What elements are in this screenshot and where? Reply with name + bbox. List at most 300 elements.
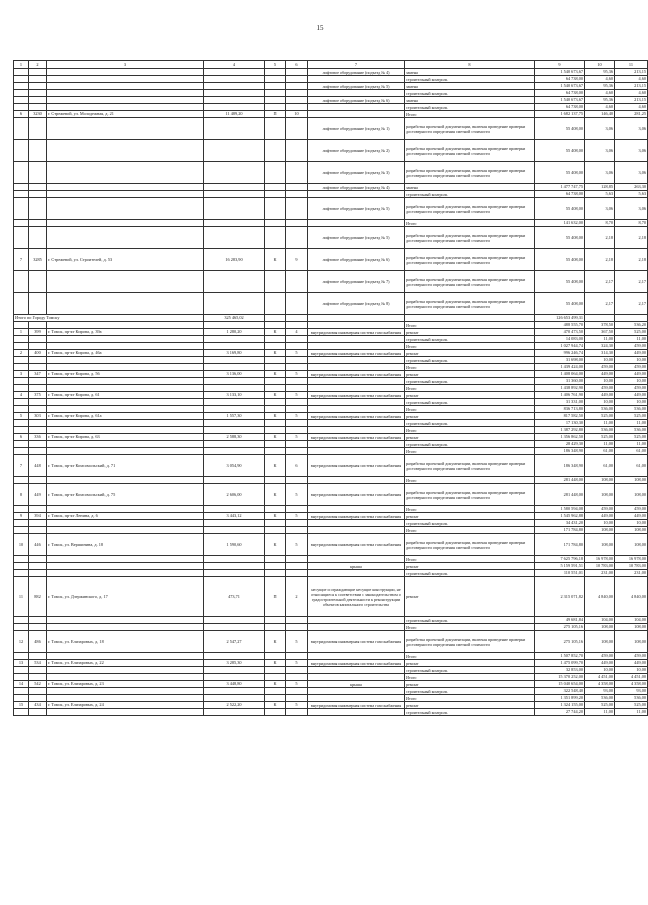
floors-cell: [286, 624, 308, 631]
work-type-cell: замена: [405, 83, 535, 90]
row-number-cell: [14, 162, 29, 184]
row-number-cell: [14, 271, 29, 293]
unit-cost-cell: 3,06: [585, 140, 615, 162]
table-body: [14, 61, 648, 716]
table-row: [14, 399, 648, 406]
area-cell: 2 522,20: [204, 702, 265, 709]
floors-cell: [286, 399, 308, 406]
address-cell: г. Томск, ул. Вершинина, д. 18: [47, 534, 204, 556]
table-row: [14, 191, 648, 198]
work-type-cell: Итого: [405, 527, 535, 534]
address-cell: [47, 322, 204, 329]
element-cell: [308, 624, 405, 631]
floors-cell: [286, 364, 308, 371]
wall-material-cell: [265, 76, 286, 83]
area-cell: [204, 69, 265, 76]
row-number-cell: [14, 563, 29, 570]
house-code-cell: [29, 83, 47, 90]
element-cell: внутридомовая инженерная система газоснабжения: [308, 702, 405, 709]
work-type-cell: [405, 315, 535, 322]
max-unit-cost-cell: 108,00: [615, 477, 648, 484]
column-number: 4: [204, 61, 265, 69]
address-cell: [47, 343, 204, 350]
floors-cell: [286, 617, 308, 624]
max-unit-cost-cell: 10,00: [615, 357, 648, 364]
max-unit-cost-cell: 536,00: [615, 695, 648, 702]
table-row: [14, 371, 648, 378]
floors-cell: 5: [286, 534, 308, 556]
address-cell: [47, 198, 204, 220]
area-cell: 1 590,60: [204, 534, 265, 556]
address-cell: г. Томск, ул. Елизаровых, д. 22: [47, 660, 204, 667]
cost-cell: 64 738,00: [535, 90, 585, 97]
address-cell: [47, 477, 204, 484]
area-cell: [204, 97, 265, 104]
element-cell: лифтовое оборудование (подъезд № 6): [308, 249, 405, 271]
element-cell: лифтовое оборудование (подъезд № 5): [308, 198, 405, 220]
wall-material-cell: [265, 406, 286, 413]
area-cell: [204, 118, 265, 140]
table-row: [14, 477, 648, 484]
address-cell: г. Томск, пр-кт Комсомольский, д. 75: [47, 484, 204, 506]
work-type-cell: разработка проектной документации, включая проведение проверки достоверности определения сметной стоимости: [405, 162, 535, 184]
unit-cost-cell: 61,00: [585, 455, 615, 477]
address-cell: г. Томск, пр-кт Комсомольский, д. 71: [47, 455, 204, 477]
floors-cell: [286, 527, 308, 534]
area-cell: [204, 293, 265, 315]
table-row: [14, 420, 648, 427]
work-type-cell: Итого: [405, 448, 535, 455]
floors-cell: [286, 385, 308, 392]
house-code-cell: 486: [29, 631, 47, 653]
max-unit-cost-cell: 10,00: [615, 378, 648, 385]
cost-cell: 1 324 155,00: [535, 702, 585, 709]
unit-cost-cell: 2,17: [585, 271, 615, 293]
row-number-cell: [14, 385, 29, 392]
floors-cell: 5: [286, 350, 308, 357]
wall-material-cell: К: [265, 534, 286, 556]
house-code-cell: [29, 506, 47, 513]
column-number: 11: [615, 61, 648, 69]
max-unit-cost-cell: 213,15: [615, 69, 648, 76]
floors-cell: [286, 709, 308, 716]
floors-cell: [286, 520, 308, 527]
wall-material-cell: К: [265, 702, 286, 709]
row-number-cell: [14, 90, 29, 97]
max-unit-cost-cell: 4,60: [615, 76, 648, 83]
work-type-cell: строительный контроль: [405, 688, 535, 695]
wall-material-cell: К: [265, 484, 286, 506]
repair-schedule-table: [13, 60, 648, 716]
max-unit-cost-cell: 449,00: [615, 513, 648, 520]
floors-cell: [286, 69, 308, 76]
max-unit-cost-cell: 11,00: [615, 420, 648, 427]
table-row: [14, 674, 648, 681]
element-cell: [308, 506, 405, 513]
element-cell: [308, 76, 405, 83]
house-code-cell: [29, 322, 47, 329]
work-type-cell: Итого: [405, 506, 535, 513]
wall-material-cell: [265, 69, 286, 76]
house-code-cell: [29, 477, 47, 484]
row-number-cell: 15: [14, 702, 29, 709]
area-cell: 3 133,10: [204, 392, 265, 399]
area-cell: 325 465,02: [204, 315, 265, 322]
address-cell: [47, 227, 204, 249]
cost-cell: 836 713,80: [535, 406, 585, 413]
cost-cell: 2 315 071,82: [535, 577, 585, 617]
cost-cell: 5 159 591,51: [535, 563, 585, 570]
row-number-cell: 7: [14, 455, 29, 477]
floors-cell: [286, 667, 308, 674]
max-unit-cost-cell: 459,00: [615, 385, 648, 392]
cost-cell: 55 408,00: [535, 140, 585, 162]
house-code-cell: [29, 118, 47, 140]
address-cell: [47, 191, 204, 198]
address-cell: [47, 674, 204, 681]
wall-material-cell: [265, 399, 286, 406]
address-cell: [47, 406, 204, 413]
house-code-cell: [29, 90, 47, 97]
column-number: 2: [29, 61, 47, 69]
element-cell: внутридомовая инженерная система газоснабжения: [308, 350, 405, 357]
cost-cell: 110 551,01: [535, 570, 585, 577]
table-row: [14, 667, 648, 674]
row-number-cell: 13: [14, 660, 29, 667]
wall-material-cell: [265, 674, 286, 681]
element-cell: [308, 322, 405, 329]
wall-material-cell: [265, 563, 286, 570]
house-code-cell: 303: [29, 413, 47, 420]
house-code-cell: [29, 527, 47, 534]
cost-cell: 28 429,30: [535, 441, 585, 448]
work-type-cell: строительный контроль: [405, 420, 535, 427]
table-row: [14, 104, 648, 111]
unit-cost-cell: 108,00: [585, 477, 615, 484]
element-cell: [308, 385, 405, 392]
max-unit-cost-cell: 2,17: [615, 293, 648, 315]
row-number-cell: [14, 420, 29, 427]
element-cell: лифтовое оборудование (подъезд № 1): [308, 118, 405, 140]
element-cell: лифтовое оборудование (подъезд № 2): [308, 140, 405, 162]
area-cell: [204, 90, 265, 97]
wall-material-cell: [265, 104, 286, 111]
cost-cell: 55 408,00: [535, 227, 585, 249]
house-code-cell: [29, 104, 47, 111]
cost-cell: 55 408,00: [535, 118, 585, 140]
house-code-cell: 336: [29, 434, 47, 441]
work-type-cell: Итого: [405, 111, 535, 118]
cost-cell: 55 408,00: [535, 162, 585, 184]
address-cell: [47, 448, 204, 455]
area-cell: [204, 322, 265, 329]
area-cell: [204, 441, 265, 448]
unit-cost-cell: 314,30: [585, 350, 615, 357]
max-unit-cost-cell: 61,00: [615, 455, 648, 477]
area-cell: [204, 378, 265, 385]
element-cell: [308, 378, 405, 385]
max-unit-cost-cell: 3,06: [615, 118, 648, 140]
row-number-cell: 10: [14, 534, 29, 556]
cost-cell: 34 431,20: [535, 520, 585, 527]
table-row: [14, 385, 648, 392]
address-cell: [47, 293, 204, 315]
house-code-cell: [29, 184, 47, 191]
wall-material-cell: [265, 520, 286, 527]
work-type-cell: разработка проектной документации, включая проведение проверки достоверности определения сметной стоимости: [405, 534, 535, 556]
address-cell: [47, 427, 204, 434]
table-row: [14, 69, 648, 76]
element-cell: [308, 477, 405, 484]
max-unit-cost-cell: 459,00: [615, 343, 648, 350]
row-number-cell: [14, 527, 29, 534]
wall-material-cell: [265, 441, 286, 448]
unit-cost-cell: 525,00: [585, 413, 615, 420]
cost-cell: 55 408,00: [535, 293, 585, 315]
row-number-cell: [14, 556, 29, 563]
unit-cost-cell: 10,00: [585, 357, 615, 364]
work-type-cell: ремонт: [405, 513, 535, 520]
column-number: 1: [14, 61, 29, 69]
max-unit-cost-cell: 104,00: [615, 617, 648, 624]
work-type-cell: ремонт: [405, 681, 535, 688]
element-cell: [308, 357, 405, 364]
table-row: [14, 162, 648, 184]
cost-cell: 55 408,00: [535, 198, 585, 220]
address-cell: г. Стрежевой, ул. Молодежная, д. 21: [47, 111, 204, 118]
max-unit-cost-cell: 459,00: [615, 653, 648, 660]
wall-material-cell: [265, 198, 286, 220]
element-cell: [308, 191, 405, 198]
floors-cell: [286, 556, 308, 563]
area-cell: [204, 709, 265, 716]
max-unit-cost-cell: 61,00: [615, 448, 648, 455]
floors-cell: 5: [286, 513, 308, 520]
cost-cell: 1 682 137,75: [535, 111, 585, 118]
element-cell: внутридомовая инженерная система газоснабжения: [308, 513, 405, 520]
table-row: [14, 427, 648, 434]
area-cell: [204, 220, 265, 227]
max-unit-cost-cell: 525,00: [615, 702, 648, 709]
table-row: [14, 111, 648, 118]
unit-cost-cell: 2,17: [585, 293, 615, 315]
house-code-cell: [29, 427, 47, 434]
table-row: [14, 434, 648, 441]
unit-cost-cell: 108,00: [585, 631, 615, 653]
area-cell: [204, 385, 265, 392]
work-type-cell: Итого: [405, 364, 535, 371]
unit-cost-cell: 449,00: [585, 392, 615, 399]
floors-cell: [286, 336, 308, 343]
area-cell: 3 448,80: [204, 681, 265, 688]
work-type-cell: ремонт: [405, 702, 535, 709]
work-type-cell: Итого: [405, 385, 535, 392]
house-code-cell: [29, 688, 47, 695]
row-number-cell: [14, 76, 29, 83]
cost-cell: 27 744,20: [535, 709, 585, 716]
work-type-cell: разработка проектной документации, включая проведение проверки достоверности определения сметной стоимости: [405, 631, 535, 653]
max-unit-cost-cell: 8,70: [615, 220, 648, 227]
table-row: [14, 709, 648, 716]
unit-cost-cell: 459,00: [585, 506, 615, 513]
floors-cell: [286, 343, 308, 350]
unit-cost-cell: 536,00: [585, 427, 615, 434]
row-number-cell: 8: [14, 484, 29, 506]
floors-cell: [286, 118, 308, 140]
wall-material-cell: [265, 556, 286, 563]
cost-cell: 1 027 944,74: [535, 343, 585, 350]
cost-cell: 281 448,00: [535, 484, 585, 506]
floors-cell: [286, 378, 308, 385]
table-row: [14, 249, 648, 271]
floors-cell: [286, 448, 308, 455]
row-number-cell: [14, 688, 29, 695]
cost-cell: 186 348,90: [535, 455, 585, 477]
work-type-cell: Итого: [405, 220, 535, 227]
wall-material-cell: [265, 97, 286, 104]
area-cell: [204, 104, 265, 111]
max-unit-cost-cell: 213,15: [615, 97, 648, 104]
unit-cost-cell: 11,00: [585, 441, 615, 448]
floors-cell: [286, 441, 308, 448]
wall-material-cell: [265, 653, 286, 660]
row-number-cell: [14, 118, 29, 140]
cost-cell: 31 698,00: [535, 357, 585, 364]
house-code-cell: [29, 441, 47, 448]
wall-material-cell: [265, 118, 286, 140]
element-cell: [308, 617, 405, 624]
row-number-cell: [14, 674, 29, 681]
unit-cost-cell: 8,70: [585, 220, 615, 227]
area-cell: [204, 191, 265, 198]
table-row: [14, 681, 648, 688]
element-cell: [308, 315, 405, 322]
house-code-cell: [29, 364, 47, 371]
floors-cell: 6: [286, 455, 308, 477]
row-number-cell: [14, 357, 29, 364]
floors-cell: [286, 506, 308, 513]
area-cell: [204, 343, 265, 350]
table-row: [14, 688, 648, 695]
wall-material-cell: [265, 570, 286, 577]
table-row: [14, 455, 648, 477]
house-code-cell: [29, 336, 47, 343]
row-number-cell: [14, 336, 29, 343]
area-cell: [204, 364, 265, 371]
max-unit-cost-cell: 459,00: [615, 364, 648, 371]
cost-cell: 275 105,16: [535, 631, 585, 653]
address-cell: [47, 570, 204, 577]
house-code-cell: [29, 674, 47, 681]
wall-material-cell: [265, 695, 286, 702]
table-row: [14, 484, 648, 506]
floors-cell: [286, 140, 308, 162]
house-code-cell: [29, 69, 47, 76]
wall-material-cell: К: [265, 434, 286, 441]
table-row: [14, 631, 648, 653]
wall-material-cell: [265, 709, 286, 716]
max-unit-cost-cell: 4 358,00: [615, 681, 648, 688]
house-code-cell: 542: [29, 681, 47, 688]
address-cell: [47, 527, 204, 534]
unit-cost-cell: 10,00: [585, 667, 615, 674]
wall-material-cell: [265, 688, 286, 695]
max-unit-cost-cell: 281,25: [615, 111, 648, 118]
cost-cell: 126 653 499,31: [535, 315, 585, 322]
house-code-cell: [29, 520, 47, 527]
wall-material-cell: К: [265, 660, 286, 667]
row-number-cell: [14, 477, 29, 484]
area-cell: [204, 667, 265, 674]
address-cell: [47, 104, 204, 111]
wall-material-cell: [265, 191, 286, 198]
floors-cell: 5: [286, 631, 308, 653]
table-row: [14, 653, 648, 660]
floors-cell: [286, 570, 308, 577]
wall-material-cell: [265, 477, 286, 484]
area-cell: 473,71: [204, 577, 265, 617]
unit-cost-cell: 4,60: [585, 76, 615, 83]
work-type-cell: ремонт: [405, 350, 535, 357]
work-type-cell: строительный контроль: [405, 441, 535, 448]
floors-cell: 5: [286, 484, 308, 506]
work-type-cell: ремонт: [405, 413, 535, 420]
table-row: [14, 329, 648, 336]
max-unit-cost-cell: 108,00: [615, 631, 648, 653]
table-row: [14, 406, 648, 413]
house-code-cell: 882: [29, 577, 47, 617]
house-code-cell: [29, 570, 47, 577]
work-type-cell: ремонт: [405, 660, 535, 667]
floors-cell: [286, 322, 308, 329]
cost-cell: 322 548,40: [535, 688, 585, 695]
area-cell: [204, 227, 265, 249]
wall-material-cell: К: [265, 329, 286, 336]
address-cell: [47, 140, 204, 162]
row-number-cell: [14, 506, 29, 513]
max-unit-cost-cell: 5,63: [615, 191, 648, 198]
unit-cost-cell: 146,40: [585, 111, 615, 118]
work-type-cell: Итого: [405, 427, 535, 434]
area-cell: 3 136,00: [204, 371, 265, 378]
element-cell: [308, 220, 405, 227]
element-cell: внутридомовая инженерная система газоснабжения: [308, 392, 405, 399]
table-row: [14, 227, 648, 249]
wall-material-cell: [265, 378, 286, 385]
wall-material-cell: [265, 315, 286, 322]
element-cell: лифтовое оборудование (подъезд № 8): [308, 293, 405, 315]
area-cell: [204, 357, 265, 364]
unit-cost-cell: 4 358,00: [585, 681, 615, 688]
house-code-cell: [29, 162, 47, 184]
address-cell: [47, 336, 204, 343]
cost-cell: 817 582,50: [535, 413, 585, 420]
max-unit-cost-cell: 449,00: [615, 350, 648, 357]
address-cell: [47, 97, 204, 104]
house-code-cell: [29, 624, 47, 631]
address-cell: [47, 76, 204, 83]
work-type-cell: разработка проектной документации, включая проведение проверки достоверности определения сметной стоимости: [405, 271, 535, 293]
table-row: [14, 441, 648, 448]
work-type-cell: строительный контроль: [405, 357, 535, 364]
max-unit-cost-cell: 525,00: [615, 434, 648, 441]
address-cell: [47, 695, 204, 702]
area-cell: [204, 624, 265, 631]
cost-cell: 32 853,00: [535, 667, 585, 674]
max-unit-cost-cell: 4 451,00: [615, 674, 648, 681]
house-code-cell: [29, 293, 47, 315]
floors-cell: [286, 695, 308, 702]
